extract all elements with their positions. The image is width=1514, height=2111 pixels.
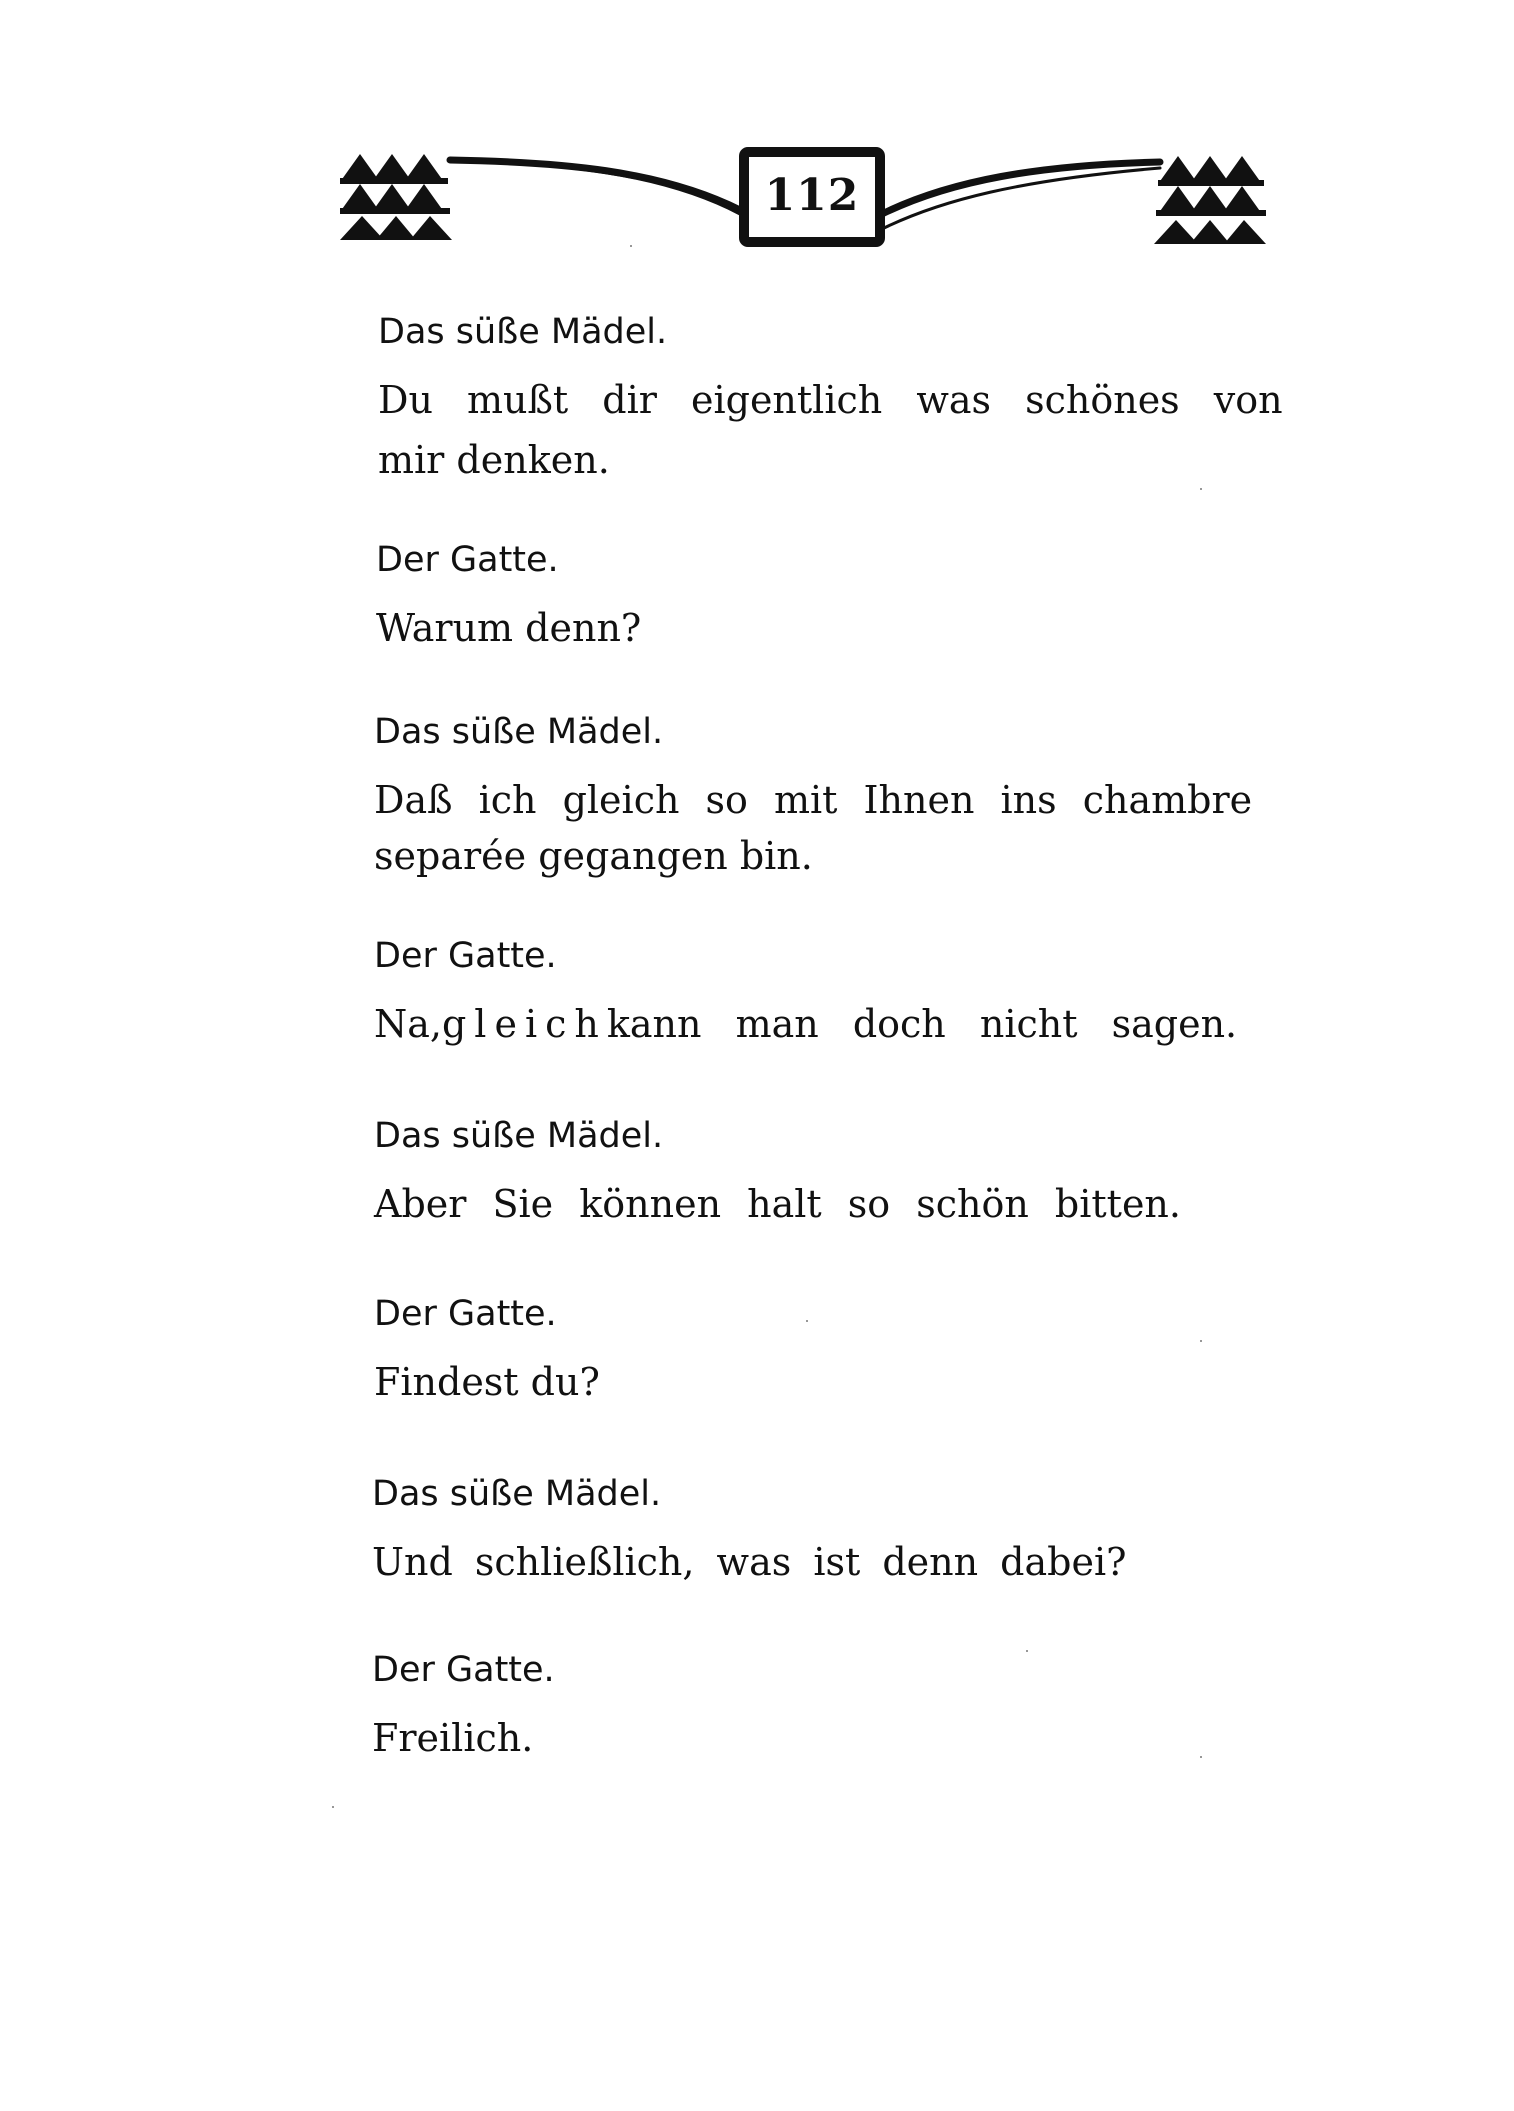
- dialogue-line-text: [374, 1002, 1238, 1046]
- scan-speck: [806, 1320, 808, 1322]
- speaker-label: Das süße Mädel.: [378, 312, 668, 352]
- dialogue-line-text: Daß ich gleich so mit Ihnen ins chambre: [374, 778, 1253, 822]
- speaker-label: Der Gatte.: [374, 936, 557, 976]
- speaker-label: Der Gatte.: [374, 1294, 557, 1334]
- dialogue-line: Warum denn?: [376, 606, 642, 650]
- dialogue-line: [378, 378, 1283, 422]
- speaker-label: Das süße Mädel.: [374, 1116, 664, 1156]
- scan-speck: [332, 1806, 334, 1808]
- dialogue-line: mir denken.: [378, 438, 610, 482]
- scan-speck: [1026, 1650, 1028, 1652]
- dialogue-line: separée gegangen bin.: [374, 834, 813, 878]
- emphasized-word: gleich: [441, 1002, 607, 1046]
- speaker-label: Der Gatte.: [372, 1650, 555, 1690]
- dialogue-line: Und schließlich, was ist denn dabei?: [372, 1540, 1127, 1584]
- dialogue-line: [374, 1002, 1238, 1046]
- speaker-label: Das süße Mädel.: [372, 1474, 662, 1514]
- scan-speck: [1200, 488, 1202, 490]
- speaker-label: Das süße Mädel.: [374, 712, 664, 752]
- dialogue-line: Aber Sie können halt so schön bitten.: [374, 1182, 1181, 1226]
- scan-speck: [1200, 1756, 1202, 1758]
- dialogue-line: Findest du?: [374, 1360, 600, 1404]
- dialogue-line-rest: kann man doch nicht sagen.: [606, 1002, 1238, 1046]
- dialogue-line: [374, 778, 1253, 822]
- page-number: 112: [764, 169, 860, 221]
- dialogue-line-text: Du mußt dir eigentlich was schönes von: [378, 378, 1283, 422]
- dialogue-line: Freilich.: [372, 1716, 534, 1760]
- word-na: Na,: [374, 1002, 442, 1046]
- scan-speck: [630, 245, 632, 247]
- speaker-label: Der Gatte.: [376, 540, 559, 580]
- scan-speck: [1200, 1340, 1202, 1342]
